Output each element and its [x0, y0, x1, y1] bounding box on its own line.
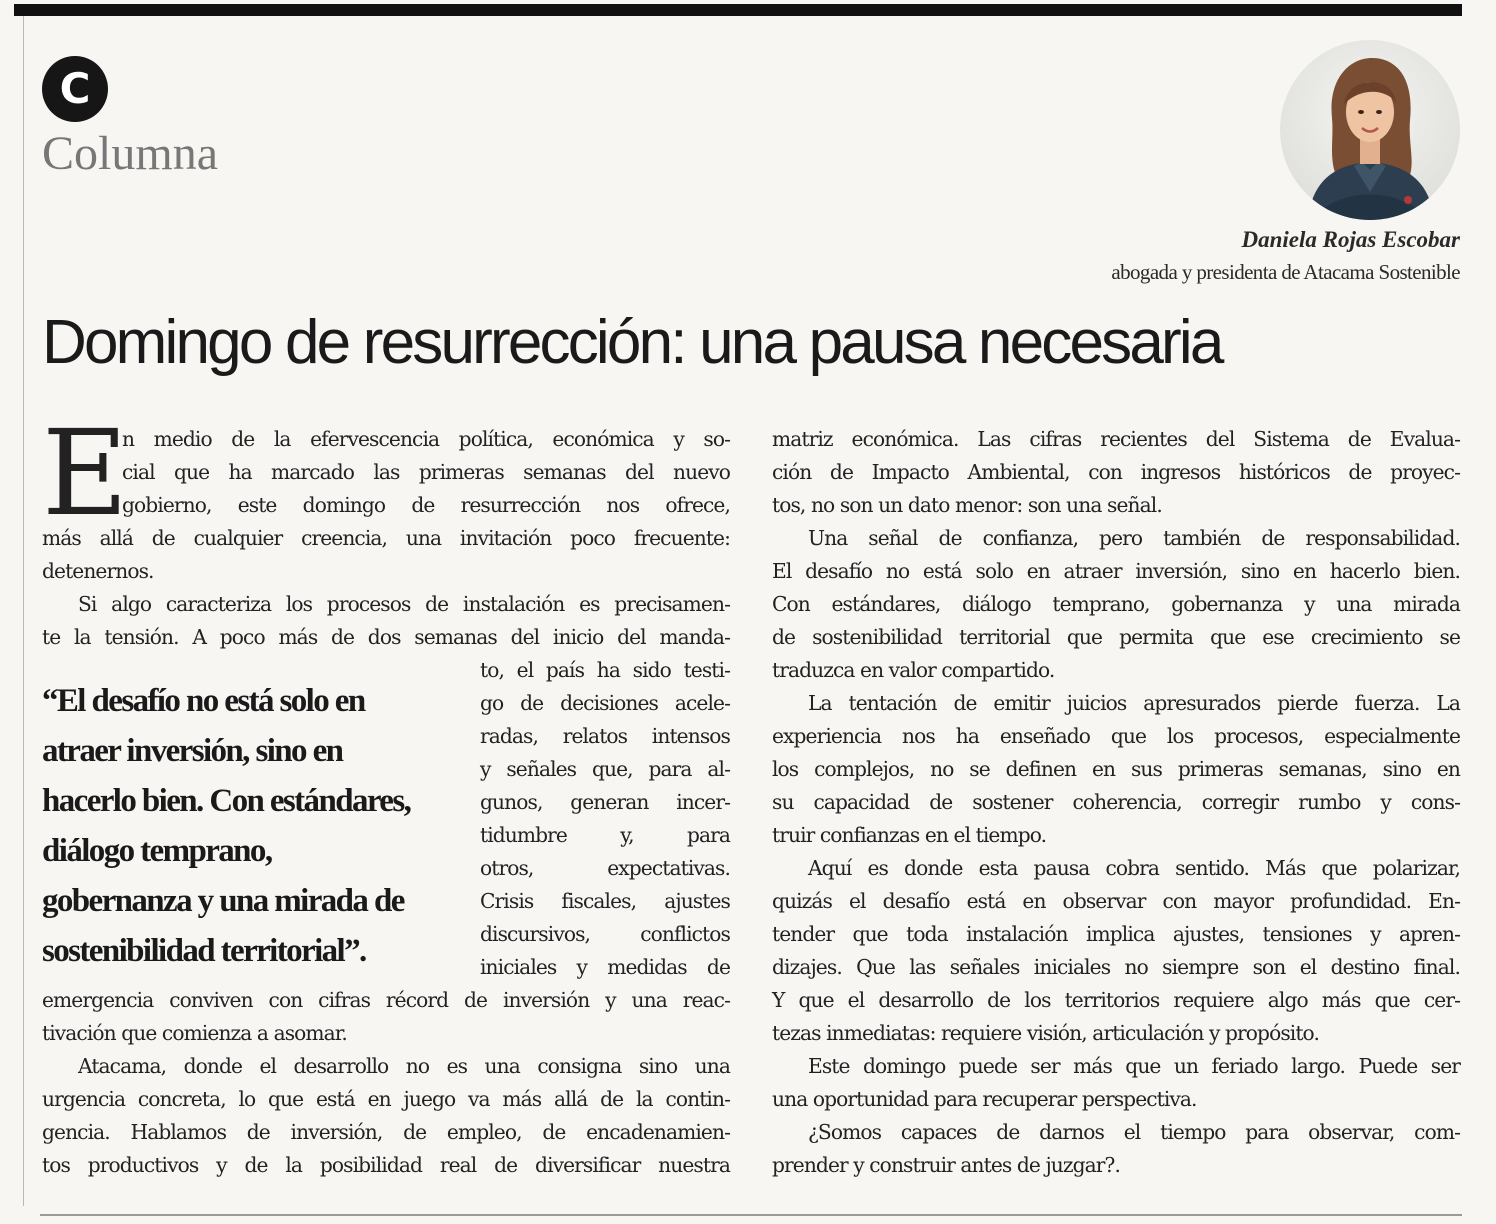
body-line: urgencia concreta, lo que está en juego va más allá de la contin- [42, 1087, 730, 1111]
column-badge-letter: C [59, 64, 91, 113]
body-line: de sostenibilidad territorial que permita que ese crecimiento se [772, 625, 1460, 649]
body-line: El desafío no está solo en atraer inversión, sino en hacerlo bien. [772, 559, 1460, 583]
body-line: gunos, generan incer- [480, 790, 730, 814]
body-line: Este domingo puede ser más que un feriado largo. Puede ser [808, 1054, 1460, 1078]
body-line: tender que toda instalación implica ajustes, tensiones y apren- [772, 922, 1460, 946]
article-headline: Domingo de resurrección: una pausa necesaria [42, 308, 1222, 377]
body-line: iniciales y medidas de [480, 955, 730, 979]
author-photo [1280, 40, 1460, 220]
body-line: ¿Somos capaces de darnos el tiempo para observar, com- [808, 1120, 1460, 1144]
body-line: cial que ha marcado las primeras semanas del nuevo [122, 460, 730, 484]
bottom-rule [40, 1214, 1462, 1216]
body-line: detenernos. [42, 559, 154, 583]
body-line: to, el país ha sido testi- [480, 658, 730, 682]
body-line: matriz económica. Las cifras recientes del Sistema de Evalua- [772, 427, 1460, 451]
body-line: truir confianzas en el tiempo. [772, 823, 1047, 847]
body-line: radas, relatos intensos [480, 724, 730, 748]
body-line: gencia. Hablamos de inversión, de empleo, de encadenamien- [42, 1120, 730, 1144]
body-line: más allá de cualquier creencia, una invitación poco frecuente: [42, 526, 730, 550]
pull-quote-line: atraer inversión, sino en [42, 733, 343, 769]
body-line: n medio de la efervescencia política, económica y so- [122, 427, 730, 451]
body-line: Crisis fiscales, ajustes [480, 889, 730, 913]
body-line: prender y construir antes de juzgar?. [772, 1153, 1120, 1177]
body-line: emergencia conviven con cifras récord de inversión y una reac- [42, 988, 730, 1012]
body-line: Si algo caracteriza los procesos de instalación es precisamen- [78, 592, 730, 616]
body-line: traduzca en valor compartido. [772, 658, 1055, 682]
author-role: abogada y presidenta de Atacama Sostenible [1111, 260, 1460, 284]
pull-quote-line: diálogo temprano, [42, 833, 272, 869]
body-line: gobierno, este domingo de resurrección nos ofrece, [122, 493, 730, 517]
body-line: dizajes. Que las señales iniciales no siempre son el destino final. [772, 955, 1460, 979]
body-line: Aquí es donde esta pausa cobra sentido. Más que polarizar, [808, 856, 1460, 880]
pull-quote-line: hacerlo bien. Con estándares, [42, 783, 411, 819]
body-line: tidumbre y, para [480, 823, 730, 847]
body-line: ción de Impacto Ambiental, con ingresos históricos de proyec- [772, 460, 1460, 484]
column-badge-icon [42, 56, 108, 122]
body-line: La tentación de emitir juicios apresurados pierde fuerza. La [808, 691, 1460, 715]
body-line: discursivos, conflictos [480, 922, 730, 946]
author-name: Daniela Rojas Escobar [1241, 227, 1460, 252]
body-line: tezas inmediatas: requiere visión, articulación y propósito. [772, 1021, 1319, 1045]
section-label: Columna [42, 127, 218, 180]
body-line: Atacama, donde el desarrollo no es una consigna sino una [78, 1054, 730, 1078]
left-margin-rule [23, 16, 24, 1206]
body-line: y señales que, para al- [480, 757, 730, 781]
body-line: experiencia nos ha enseñado que los procesos, especialmente [772, 724, 1460, 748]
pull-quote-line: “El desafío no está solo en [42, 683, 365, 719]
pull-quote-line: sostenibilidad territorial”. [42, 933, 366, 969]
body-line: su capacidad de sostener coherencia, corregir rumbo y cons- [772, 790, 1460, 814]
body-line: tivación que comienza a asomar. [42, 1021, 347, 1045]
top-rule [14, 4, 1462, 16]
body-line: tos, no son un dato menor: son una señal. [772, 493, 1162, 517]
body-line: una oportunidad para recuperar perspectiva. [772, 1087, 1197, 1111]
body-line: go de decisiones acele- [480, 691, 730, 715]
body-line: Una señal de confianza, pero también de responsabilidad. [808, 526, 1460, 550]
body-line: Y que el desarrollo de los territorios requiere algo más que cer- [772, 988, 1460, 1012]
body-line: otros, expectativas. [480, 856, 730, 880]
drop-cap: E [42, 404, 127, 542]
body-line: te la tensión. A poco más de dos semanas del inicio del manda- [42, 625, 730, 649]
body-line: los complejos, no se definen en sus primeras semanas, sino en [772, 757, 1460, 781]
body-line: tos productivos y de la posibilidad real de diversificar nuestra [42, 1153, 730, 1177]
body-line: quizás el desafío está en observar con mayor profundidad. En- [772, 889, 1460, 913]
body-line: Con estándares, diálogo temprano, gobernanza y una mirada [772, 592, 1460, 616]
pull-quote-line: gobernanza y una mirada de [42, 883, 404, 919]
